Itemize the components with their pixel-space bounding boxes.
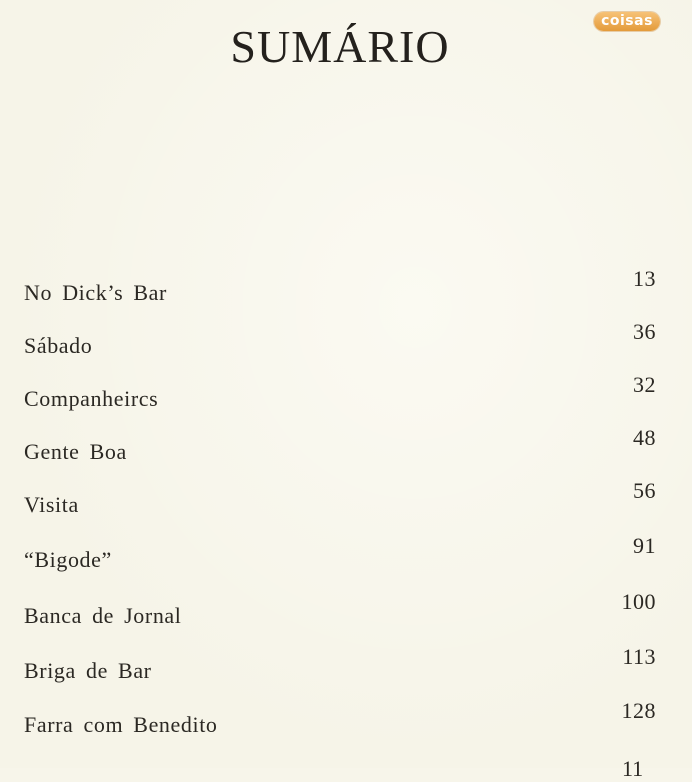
toc-entry [24, 644, 656, 684]
toc-entry-title: Banca de Jornal [24, 603, 182, 628]
toc-entry-page: 91 [633, 533, 656, 558]
toc-entry-title: Farra com Benedito [24, 712, 218, 737]
toc-entry-page: 13 [633, 266, 656, 291]
toc-entry [24, 698, 656, 738]
cutoff-page-number: 11 [622, 756, 644, 781]
toc-entry-page: 100 [621, 589, 656, 614]
toc-entry-title: Gente Boa [24, 439, 127, 464]
watermark-logo: coisas [594, 12, 660, 31]
toc-entry-title: Sábado [24, 333, 93, 358]
toc-entry [24, 589, 656, 629]
toc-entry [24, 266, 656, 306]
toc-entry-title: Visita [24, 492, 79, 517]
toc-entry-page: 36 [633, 319, 656, 344]
toc-entry [24, 478, 656, 518]
toc-entry [24, 372, 656, 412]
toc-entry-title: Briga de Bar [24, 658, 152, 683]
page-title: SUMÁRIO [230, 21, 450, 72]
toc-entry-page: 113 [622, 644, 656, 669]
toc-entry-page: 48 [633, 425, 656, 450]
toc-entry-page: 56 [633, 478, 656, 503]
toc-entry-title: Companheircs [24, 386, 159, 411]
toc-entry-title: “Bigode” [24, 547, 112, 572]
toc-entry [24, 533, 656, 573]
toc-entry-title: No Dick’s Bar [24, 280, 167, 305]
toc-entry [24, 425, 656, 465]
toc-entry-page: 32 [633, 372, 656, 397]
toc-entry-page: 128 [621, 698, 656, 723]
toc-entry [24, 319, 656, 359]
